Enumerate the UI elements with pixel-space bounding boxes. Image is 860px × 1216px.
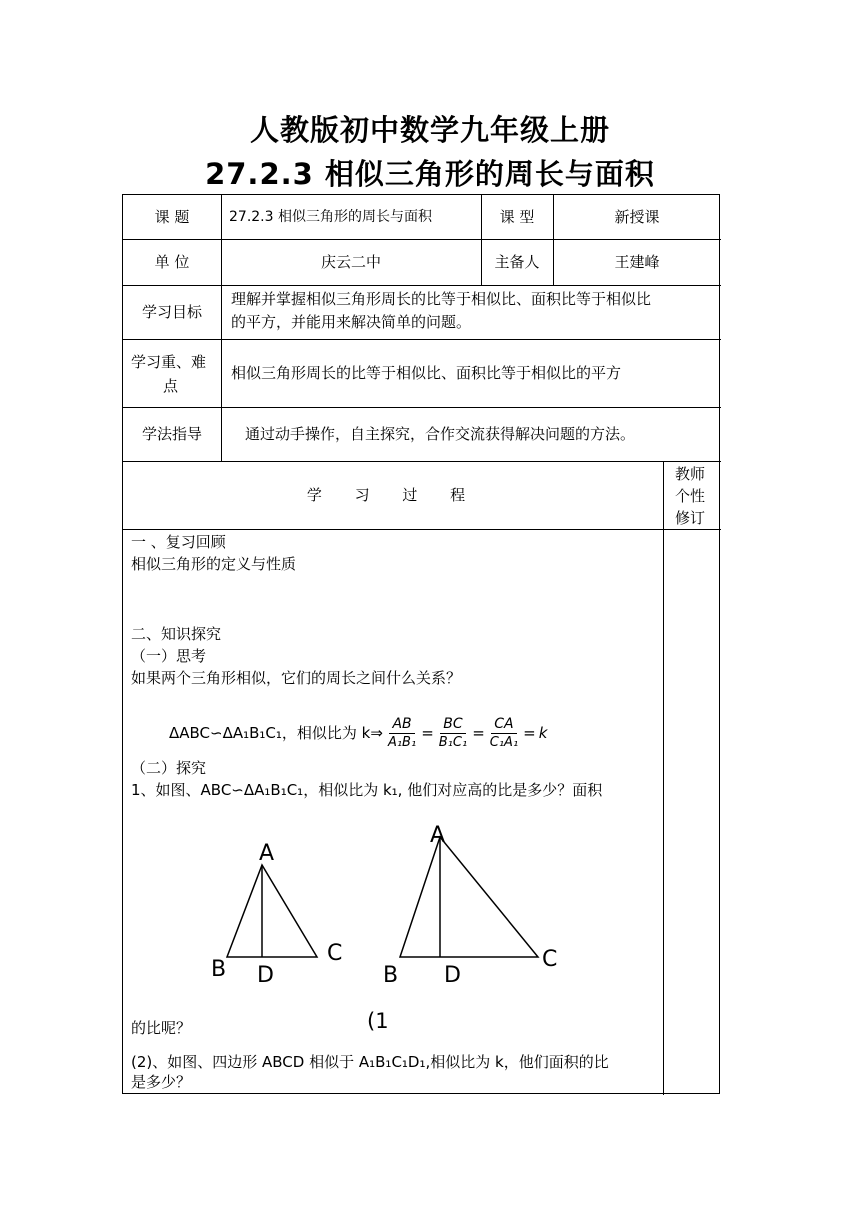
fraction-ca	[487, 715, 521, 752]
teacher-col-line2: 个性	[675, 487, 706, 505]
think-subheading: （一）思考	[131, 647, 207, 665]
triangle-abc-small	[227, 865, 317, 957]
label-a-small: A	[259, 841, 275, 866]
fraction-ab	[385, 715, 419, 752]
method-label: 学法指导	[141, 425, 202, 443]
ratio-k: k	[538, 724, 548, 742]
unit-value: 庆云二中	[320, 253, 381, 271]
label-d-small: D	[257, 963, 274, 988]
equals-sign: =	[523, 724, 536, 742]
type-value: 新授课	[614, 208, 660, 226]
topic-label: 课 题	[154, 208, 190, 226]
ratio-formula	[169, 709, 547, 757]
equals-sign: =	[421, 724, 434, 742]
process-header: 学 习 过 程	[306, 486, 480, 504]
label-a-large: A	[430, 823, 446, 848]
topic-value: 27.2.3 相似三角形的周长与面积	[229, 209, 432, 225]
question-1-line1: 1、如图、ABC∽ΔA₁B₁C₁，相似比为 k₁, 他们对应高的比是多少？面积	[131, 781, 603, 799]
fraction-numerator: AB	[389, 715, 414, 734]
review-text: 相似三角形的定义与性质	[131, 555, 297, 573]
label-c-small: C	[327, 941, 343, 966]
fraction-bc	[436, 715, 470, 752]
teacher-col-line3: 修订	[675, 509, 706, 527]
keypoint-label-line1: 学习重、难	[131, 353, 207, 371]
document-title: 人教版初中数学九年级上册	[249, 113, 610, 147]
label-d-large: D	[444, 963, 461, 988]
equals-sign: =	[472, 724, 485, 742]
goal-text-line2: 的平方，并能用来解决简单的问题。	[231, 313, 472, 331]
document-subtitle: 27.2.3 相似三角形的周长与面积	[205, 157, 655, 191]
preparer-value: 王建峰	[614, 253, 660, 271]
figure-caption: (1	[367, 1009, 389, 1033]
question-2-line1: (2)、如图、四边形 ABCD 相似于 A₁B₁C₁D₁,相似比为 k，他们面积的比	[131, 1053, 609, 1071]
type-label: 课 型	[499, 208, 535, 226]
label-b-large: B	[383, 963, 399, 988]
fraction-numerator: CA	[491, 715, 516, 734]
keypoint-value: 相似三角形周长的比等于相似比、面积比等于相似比的平方	[231, 364, 622, 382]
preparer-label: 主备人	[494, 253, 540, 271]
label-c-large: C	[542, 947, 558, 972]
triangle-abc-large	[400, 837, 538, 957]
fraction-denominator: B₁C₁	[438, 734, 468, 750]
method-value: 通过动手操作，自主探究，合作交流获得解决问题的方法。	[245, 425, 636, 443]
keypoint-label-line2: 点	[163, 377, 179, 395]
unit-label: 单 位	[154, 253, 190, 271]
goal-label: 学习目标	[141, 303, 202, 321]
question-1-line2: 的比呢？	[131, 1019, 192, 1037]
triangle-large	[400, 837, 538, 957]
fraction-denominator: C₁A₁	[489, 734, 519, 750]
triangle-small	[227, 865, 317, 957]
review-heading: 一 、复习回顾	[131, 533, 226, 551]
think-question: 如果两个三角形相似，它们的周长之间什么关系？	[131, 669, 462, 687]
fraction-denominator: A₁B₁	[387, 734, 417, 750]
explore-heading: 二、知识探究	[131, 625, 222, 643]
goal-text-line1: 理解并掌握相似三角形周长的比等于相似比、面积比等于相似比	[231, 290, 652, 308]
question-2-line2: 是多少？	[131, 1073, 192, 1091]
col-divider	[221, 195, 222, 461]
col-divider	[663, 461, 664, 1095]
fraction-numerator: BC	[440, 715, 465, 734]
lesson-plan-table	[122, 194, 720, 1094]
label-b-small: B	[211, 957, 227, 982]
teacher-col-line1: 教师	[675, 465, 706, 483]
formula-prefix: ΔABC∽ΔA₁B₁C₁，相似比为 k⇒	[169, 724, 383, 742]
row-divider	[123, 529, 721, 530]
explore-subheading: （二）探究	[131, 759, 207, 777]
